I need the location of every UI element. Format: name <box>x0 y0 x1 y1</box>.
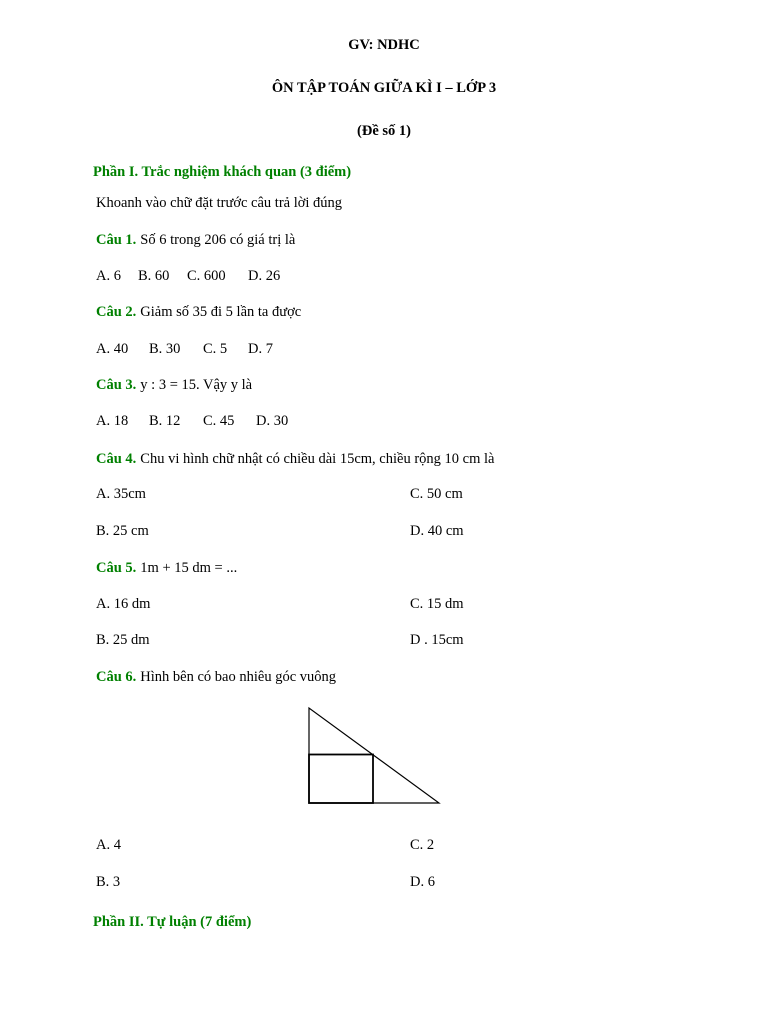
part-1-instruction: Khoanh vào chữ đặt trước câu trả lời đúng <box>96 195 343 211</box>
option-b: B. 25 cm <box>96 523 149 539</box>
option-d: D. 40 cm <box>410 523 464 539</box>
question-5-options-row-1 <box>0 595 768 613</box>
question-1-prompt <box>96 231 295 249</box>
part-2-heading: Phần II. Tự luận (7 điểm) <box>93 914 252 930</box>
option-c: C. 5 <box>203 341 228 357</box>
question-6-options-row-2 <box>0 873 768 891</box>
option-c: C. 50 cm <box>410 486 463 502</box>
option-d: D . 15cm <box>410 632 464 648</box>
option-b: B. 3 <box>96 874 121 890</box>
question-3-options <box>0 412 768 430</box>
question-5-options-row-2 <box>0 631 768 649</box>
question-text: 1m + 15 dm = ... <box>140 560 238 576</box>
triangle-shape <box>309 708 439 803</box>
option-c: C. 2 <box>410 837 435 853</box>
question-label: Câu 2. <box>96 304 137 320</box>
question-label: Câu 6. <box>96 669 137 685</box>
option-c: C. 45 <box>203 413 235 429</box>
option-d: D. 26 <box>248 268 281 284</box>
question-4-options-row-1 <box>0 485 768 503</box>
question-text: Số 6 trong 206 có giá trị là <box>140 232 296 248</box>
question-text: Hình bên có bao nhiêu góc vuông <box>140 669 337 685</box>
option-c: C. 15 dm <box>410 596 464 612</box>
option-a: A. 18 <box>96 413 129 429</box>
option-c: C. 600 <box>187 268 226 284</box>
question-label: Câu 1. <box>96 232 137 248</box>
option-a: A. 35cm <box>96 486 146 502</box>
right-triangle-figure <box>300 700 450 810</box>
option-a: A. 16 dm <box>96 596 151 612</box>
option-a: A. 40 <box>96 341 129 357</box>
teacher-name: GV: NDHC <box>348 37 420 53</box>
question-3-prompt <box>96 376 252 394</box>
option-d: D. 6 <box>410 874 435 890</box>
question-label: Câu 4. <box>96 451 137 467</box>
question-6-options-row-1 <box>0 836 768 854</box>
question-2-options <box>0 340 768 358</box>
option-b: B. 12 <box>149 413 181 429</box>
question-text: y : 3 = 15. Vậy y là <box>140 377 253 393</box>
option-a: A. 6 <box>96 268 121 284</box>
question-label: Câu 5. <box>96 560 137 576</box>
question-6-prompt <box>96 668 336 686</box>
question-5-prompt <box>96 559 237 577</box>
option-d: D. 7 <box>248 341 273 357</box>
question-text: Chu vi hình chữ nhật có chiều dài 15cm, chiều rộng 10 cm là <box>140 451 495 467</box>
inner-rectangle-shape <box>309 755 373 804</box>
exam-number: (Đề số 1) <box>357 123 411 139</box>
question-2-prompt <box>96 303 301 321</box>
option-b: B. 25 dm <box>96 632 150 648</box>
option-a: A. 4 <box>96 837 121 853</box>
question-1-options <box>0 267 768 285</box>
option-d: D. 30 <box>256 413 289 429</box>
question-text: Giảm số 35 đi 5 lần ta được <box>140 304 302 320</box>
option-b: B. 60 <box>138 268 170 284</box>
question-4-options-row-2 <box>0 522 768 540</box>
option-b: B. 30 <box>149 341 181 357</box>
question-label: Câu 3. <box>96 377 137 393</box>
worksheet-title: ÔN TẬP TOÁN GIỮA KÌ I – LỚP 3 <box>271 80 497 96</box>
part-1-heading: Phần I. Trắc nghiệm khách quan (3 điểm) <box>93 164 352 180</box>
question-4-prompt <box>96 450 494 468</box>
